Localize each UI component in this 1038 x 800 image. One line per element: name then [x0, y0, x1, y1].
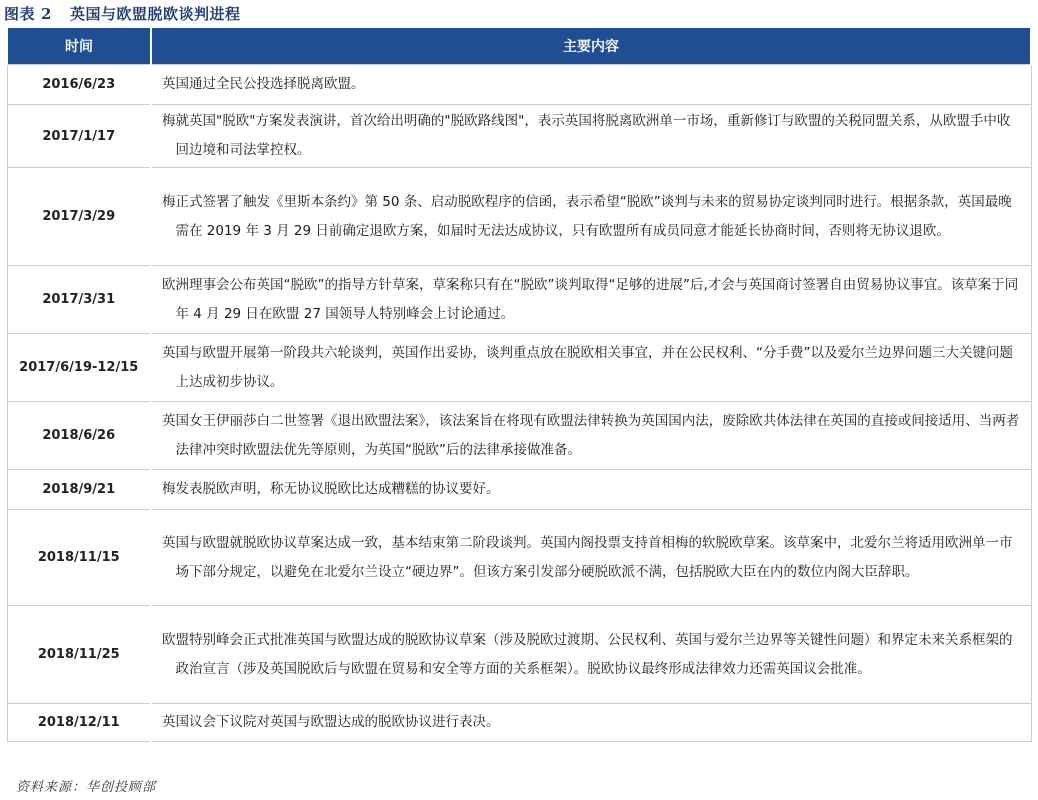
- table-row: [7, 334, 1031, 402]
- figure-title-text: 英国与欧盟脱欧谈判进程: [69, 5, 241, 23]
- content-text: 梅发表脱欧声明，称无协议脱欧比达成糟糕的协议要好。: [162, 481, 500, 497]
- date-cell: 2018/6/26: [7, 402, 151, 470]
- content-cell: [151, 510, 1031, 606]
- content-text: 英国与欧盟开展第一阶段共六轮谈判，英国作出妥协，谈判重点放在脱欧相关事宜，并在公民权利、“分手费”以及爱尔兰边界问题三大关键问题上达成初步协议。: [162, 344, 1013, 390]
- content-cell: [151, 402, 1031, 470]
- date-cell: 2017/3/29: [7, 168, 151, 266]
- header-content: 主要内容: [151, 28, 1031, 65]
- content-text: 梅正式签署了触发《里斯本条约》第 50 条、启动脱欧程序的信函，表示希望“脱欧”谈判与未来的贸易协定谈判同时进行。根据条款，英国最晚需在 2019 年 3 月 29 日前确定退欧方案，如届时无法达成协议，只有欧盟所有成员同意才能延长协商时间，否则将无协议退欧。: [162, 193, 1012, 239]
- content-cell: [151, 704, 1031, 742]
- table-row: [7, 105, 1031, 168]
- content-cell: [151, 65, 1031, 105]
- date-cell: 2016/6/23: [7, 65, 151, 105]
- content-cell: [151, 105, 1031, 168]
- table-row: [7, 704, 1031, 742]
- table-row: [7, 402, 1031, 470]
- date-cell: 2018/9/21: [7, 470, 151, 510]
- figure-title: [4, 3, 240, 25]
- figure-number: 2: [41, 5, 52, 23]
- content-text: 梅就英国"脱欧"方案发表演讲，首次给出明确的"脱欧路线图"，表示英国将脱离欧洲单一市场，重新修订与欧盟的关税同盟关系，从欧盟手中收回边境和司法掌控权。: [162, 113, 1011, 158]
- content-cell: [151, 470, 1031, 510]
- header-row: [7, 28, 1031, 65]
- table-row: [7, 168, 1031, 266]
- table-row: [7, 65, 1031, 105]
- date-cell: 2017/3/31: [7, 266, 151, 334]
- content-text: 英国与欧盟就脱欧协议草案达成一致，基本结束第二阶段谈判。英国内阁投票支持首相梅的软脱欧草案。该草案中，北爱尔兰将适用欧洲单一市场下部分规定，以避免在北爱尔兰设立“硬边界”。但该方案引发部分硬脱欧派不满，包括脱欧大臣在内的数位内阁大臣辞职。: [162, 534, 1013, 580]
- date-cell: 2017/6/19-12/15: [7, 334, 151, 402]
- content-text: 欧洲理事会公布英国“脱欧”的指导方针草案，草案称只有在“脱欧”谈判取得“足够的进展”后,才会与英国商讨签署自由贸易协议事宜。该草案于同年 4 月 29 日在欧盟 27 国领导人特别峰会上讨论通过。: [162, 276, 1019, 322]
- table-row: [7, 606, 1031, 704]
- content-text: 英国女王伊丽莎白二世签署《退出欧盟法案》，该法案旨在将现有欧盟法律转换为英国国内法，废除欧共体法律在英国的直接或间接适用、当两者法律冲突时欧盟法优先等原则，为英国“脱欧”后的法律承接做准备。: [162, 412, 1020, 458]
- figure-label: 图表: [4, 5, 36, 23]
- table-row: [7, 470, 1031, 510]
- date-cell: 2017/1/17: [7, 105, 151, 168]
- content-cell: [151, 334, 1031, 402]
- date-cell: 2018/11/15: [7, 510, 151, 606]
- header-time: 时间: [7, 28, 151, 65]
- date-cell: 2018/12/11: [7, 704, 151, 742]
- content-text: 英国通过全民公投选择脱离欧盟。: [162, 76, 365, 92]
- date-cell: 2018/11/25: [7, 606, 151, 704]
- brexit-timeline-table: [6, 28, 1032, 742]
- table-row: [7, 510, 1031, 606]
- content-text: 英国议会下议院对英国与欧盟达成的脱欧协议进行表决。: [162, 714, 500, 730]
- content-text: 欧盟特别峰会正式批准英国与欧盟达成的脱欧协议草案（涉及脱欧过渡期、公民权利、英国与爱尔兰边界等关键性问题）和界定未来关系框架的政治宣言（涉及英国脱欧后与欧盟在贸易和安全等方面的关系框架）。脱欧协议最终形成法律效力还需英国议会批准。: [162, 631, 1013, 677]
- source-note: 资料来源：华创投顾部: [16, 780, 157, 795]
- content-cell: [151, 266, 1031, 334]
- content-cell: [151, 606, 1031, 704]
- content-cell: [151, 168, 1031, 266]
- table-row: [7, 266, 1031, 334]
